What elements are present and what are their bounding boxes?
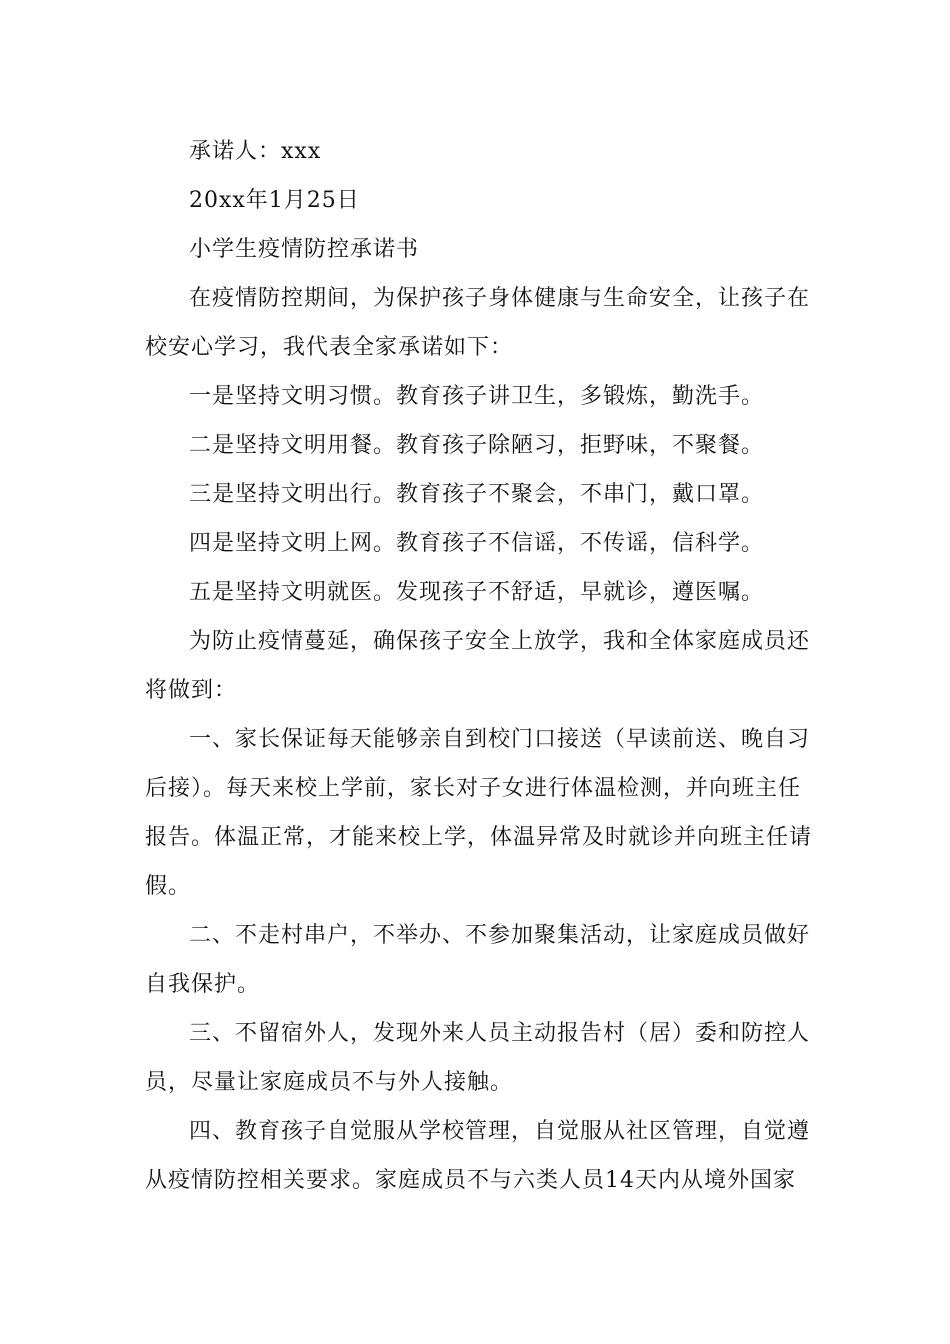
document-line: 小学生疫情防控承诺书	[189, 237, 420, 262]
document-line: 报告。体温正常，才能来校上学，体温异常及时就诊并向班主任请	[145, 825, 813, 850]
document-line: 四、教育孩子自觉服从学校管理，自觉服从社区管理，自觉遵	[189, 1119, 811, 1144]
document-line: 20xx年1月25日	[189, 188, 360, 213]
document-line: 一、家长保证每天能够亲自到校门口接送（早读前送、晚自习	[189, 727, 811, 752]
document-line: 为防止疫情蔓延，确保孩子安全上放学，我和全体家庭成员还	[189, 629, 811, 654]
document-line: 自我保护。	[145, 972, 261, 997]
document-line: 员，尽量让家庭成员不与外人接触。	[145, 1070, 514, 1095]
document-line: 二、不走村串户，不举办、不参加聚集活动，让家庭成员做好	[189, 923, 811, 948]
document-line: 后接）。每天来校上学前，家长对子女进行体温检测，并向班主任	[145, 776, 802, 801]
document-line: 三是坚持文明出行。教育孩子不聚会，不串门，戴口罩。	[189, 482, 765, 507]
document-body	[145, 127, 815, 1205]
document-line: 一是坚持文明习惯。教育孩子讲卫生，多锻炼，勤洗手。	[189, 384, 765, 409]
document-line: 将做到：	[145, 678, 238, 703]
document-line: 三、不留宿外人，发现外来人员主动报告村（居）委和防控人	[189, 1021, 811, 1046]
document-line: 二是坚持文明用餐。教育孩子除陋习，拒野味，不聚餐。	[189, 433, 765, 458]
document-line: 在疫情防控期间，为保护孩子身体健康与生命安全，让孩子在	[189, 286, 811, 311]
document-line: 承诺人：xxx	[189, 139, 322, 164]
document-line: 五是坚持文明就医。发现孩子不舒适，早就诊，遵医嘱。	[189, 580, 765, 605]
document-line: 四是坚持文明上网。教育孩子不信谣，不传谣，信科学。	[189, 531, 765, 556]
document-line: 假。	[145, 874, 192, 899]
document-line: 校安心学习，我代表全家承诺如下：	[145, 335, 514, 360]
document-line: 从疫情防控相关要求。家庭成员不与六类人员14天内从境外国家	[145, 1168, 796, 1193]
